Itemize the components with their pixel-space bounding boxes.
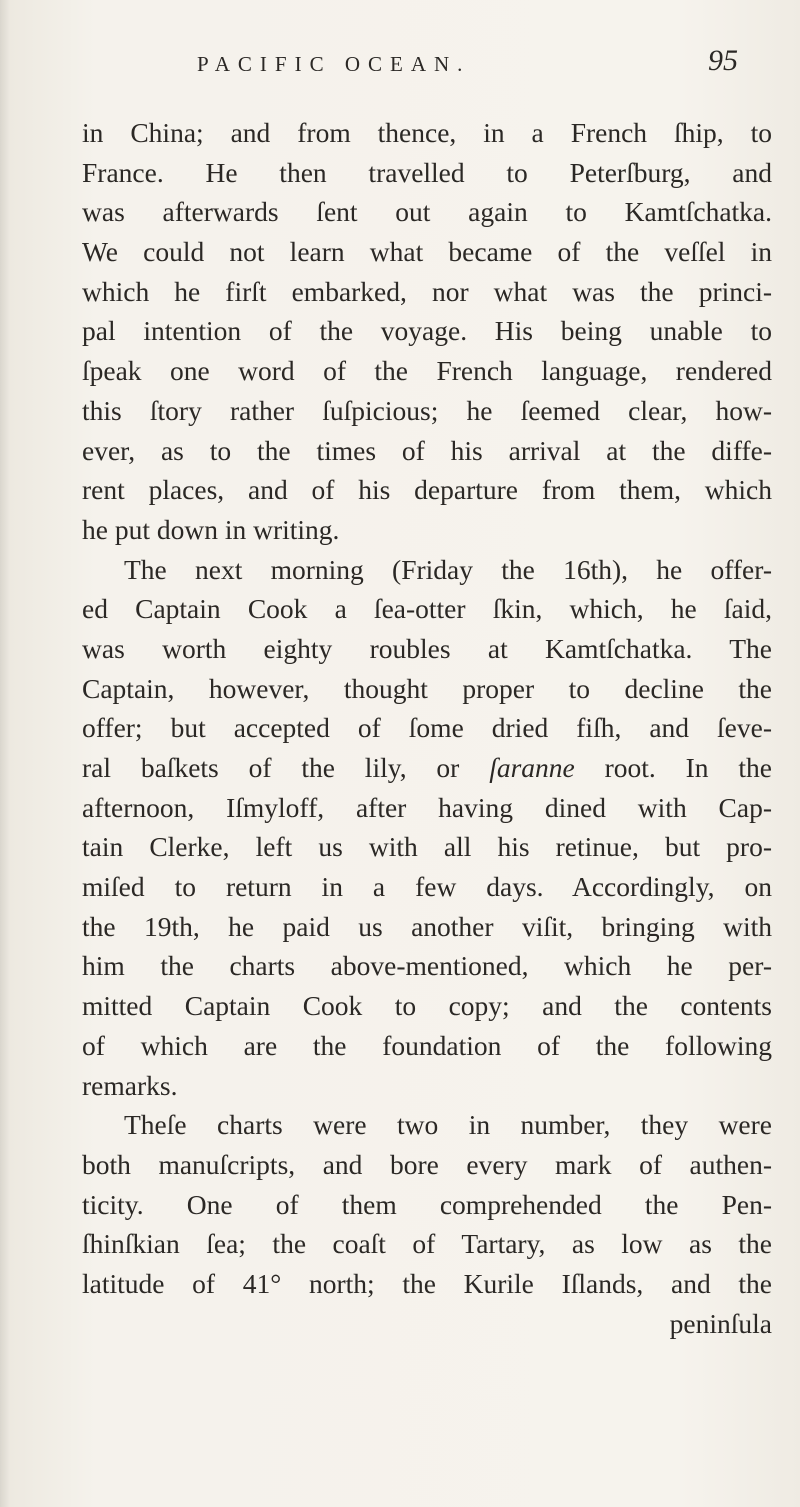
text-line: ſpeak one word of the French language, rendered	[82, 355, 772, 387]
text-line: remarks.	[82, 1069, 178, 1101]
text-line: the 19th, he paid us another viſit, bringing with	[82, 910, 772, 942]
text-line: this ſtory rather ſuſpicious; he ſeemed clear, how-	[82, 394, 772, 426]
text-line: which he firſt embarked, nor what was the princi-	[82, 275, 772, 307]
text-line: of which are the foundation of the following	[82, 1029, 772, 1061]
running-head-title: PACIFIC OCEAN.	[197, 52, 471, 76]
text-line: Theſe charts were two in number, they were	[124, 1109, 772, 1141]
text-line: both manuſcripts, and bore every mark of authen-	[82, 1148, 772, 1180]
text-line: ever, as to the times of his arrival at the diffe-	[82, 434, 772, 466]
catchword: peninſula	[669, 1307, 772, 1339]
text-line: afternoon, Iſmyloff, after having dined with Cap-	[82, 791, 772, 823]
text-line: offer; but accepted of ſome dried fiſh, and ſeve-	[82, 712, 772, 744]
text-line: Captain, however, thought proper to decline the	[82, 672, 772, 704]
italic-term-saranne: ſaranne	[489, 752, 575, 783]
text-line: We could not learn what became of the veſſel in	[82, 236, 772, 268]
text-line: ticity. One of them comprehended the Pen-	[82, 1188, 772, 1220]
page-gutter-shadow	[0, 0, 10, 1507]
text-segment: ral baſkets of the lily, or	[82, 752, 460, 783]
text-line: was afterwards ſent out again to Kamtſchatka.	[82, 196, 772, 228]
text-line: rent places, and of his departure from them, which	[82, 474, 772, 506]
text-line: pal intention of the voyage. His being unable to	[82, 315, 772, 347]
text-line: was worth eighty roubles at Kamtſchatka. The	[82, 632, 772, 664]
text-line: latitude of 41° north; the Kurile Iſlands, and the	[82, 1267, 772, 1299]
text-line: in China; and from thence, in a French ſhip, to	[82, 117, 772, 148]
text-line: miſed to return in a few days. Accordingly, on	[82, 871, 772, 903]
text-line: The next morning (Friday the 16th), he offer-	[124, 553, 772, 585]
text-line: France. He then travelled to Peterſburg, and	[82, 156, 772, 188]
text-line: ed Captain Cook a ſea-otter ſkin, which, he ſaid,	[82, 593, 772, 625]
text-line: he put down in writing.	[82, 513, 340, 545]
text-line: him the charts above-mentioned, which he per-	[82, 950, 772, 982]
text-line: ſhinſkian ſea; the coaſt of Tartary, as low as the	[82, 1228, 772, 1260]
text-line: mitted Captain Cook to copy; and the contents	[82, 990, 772, 1022]
body-text	[82, 113, 772, 1343]
text-line-with-italic	[82, 748, 772, 788]
text-line: tain Clerke, left us with all his retinue, but pro-	[82, 831, 772, 863]
text-segment: root. In the	[604, 752, 773, 783]
page-number: 95	[708, 44, 738, 77]
